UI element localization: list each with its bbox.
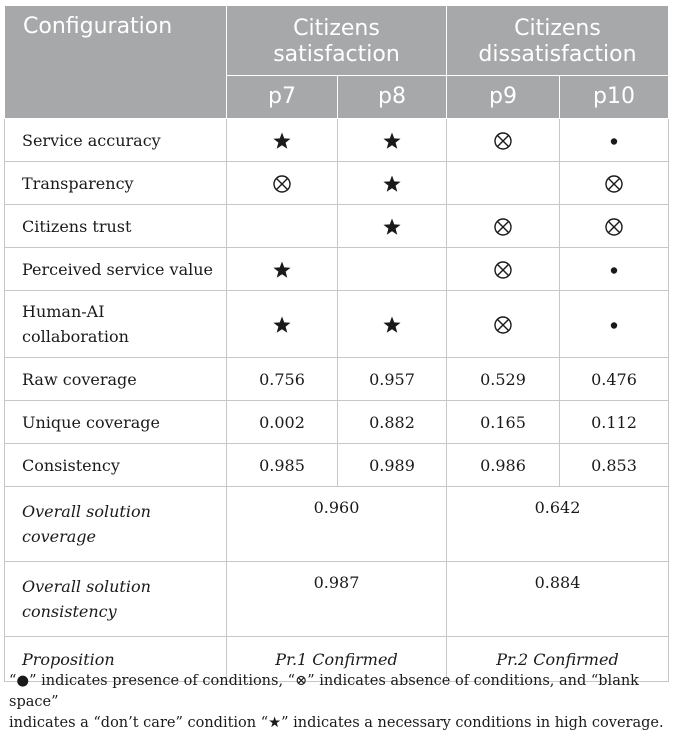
condition-cell [338, 291, 447, 358]
circled-x-icon [493, 131, 513, 151]
condition-cell [338, 119, 447, 162]
row-label: Transparency [5, 162, 227, 205]
dot-icon [604, 260, 624, 280]
star-icon [382, 315, 402, 335]
condition-cell [560, 248, 669, 291]
table-row [5, 162, 669, 205]
footnote-line-2: indicates a “don’t care” condition “★” indicates a necessary conditions in high coverage. [9, 715, 664, 731]
metric-value: 0.165 [447, 401, 560, 444]
overall-consistency-label: Overall solution consistency [5, 562, 227, 637]
row-label: Perceived service value [5, 248, 227, 291]
header-p8: p8 [338, 76, 447, 119]
table-row [5, 444, 669, 487]
condition-cell [227, 119, 338, 162]
table-row [5, 205, 669, 248]
condition-cell [338, 205, 447, 248]
star-icon [382, 174, 402, 194]
metric-label: Raw coverage [5, 358, 227, 401]
metric-value: 0.529 [447, 358, 560, 401]
overall-coverage-label: Overall solution coverage [5, 487, 227, 562]
condition-cell [338, 248, 447, 291]
star-icon [272, 131, 292, 151]
table-row [5, 487, 669, 562]
star-icon [382, 217, 402, 237]
table-row [5, 248, 669, 291]
circled-x-icon [604, 174, 624, 194]
metric-value: 0.882 [338, 401, 447, 444]
dot-icon [604, 315, 624, 335]
condition-cell [447, 119, 560, 162]
metric-value: 0.853 [560, 444, 669, 487]
star-icon [382, 131, 402, 151]
table-row [5, 119, 669, 162]
dot-icon [604, 131, 624, 151]
circled-x-icon [493, 260, 513, 280]
metric-value: 0.989 [338, 444, 447, 487]
configuration-table [4, 5, 669, 682]
overall-consistency-satisfaction: 0.987 [227, 562, 447, 637]
row-label: Citizens trust [5, 205, 227, 248]
condition-cell [560, 119, 669, 162]
metric-value: 0.756 [227, 358, 338, 401]
metric-value: 0.112 [560, 401, 669, 444]
condition-cell [447, 291, 560, 358]
circled-x-icon [493, 217, 513, 237]
circled-x-icon [493, 315, 513, 335]
header-configuration: Configuration [5, 6, 227, 119]
header-citizens-satisfaction: Citizens satisfaction [227, 6, 447, 76]
condition-cell [447, 162, 560, 205]
metric-value: 0.002 [227, 401, 338, 444]
table-footnote [9, 671, 669, 734]
header-citizens-dissatisfaction: Citizens dissatisfaction [447, 6, 669, 76]
row-label: Human-AI collaboration [5, 291, 227, 358]
metric-value: 0.957 [338, 358, 447, 401]
metric-label: Consistency [5, 444, 227, 487]
star-icon [272, 260, 292, 280]
condition-cell [560, 162, 669, 205]
star-icon [272, 315, 292, 335]
table-row [5, 562, 669, 637]
metric-value: 0.476 [560, 358, 669, 401]
header-p7: p7 [227, 76, 338, 119]
condition-cell [447, 205, 560, 248]
table-row [5, 358, 669, 401]
proposition-dissatisfaction: Pr.2 Confirmed [447, 637, 669, 682]
metric-value: 0.986 [447, 444, 560, 487]
table-row [5, 291, 669, 358]
footnote-line-1: “●” indicates presence of conditions, “⊗” indicates absence of conditions, and “blank space” [9, 673, 639, 710]
condition-cell [338, 162, 447, 205]
condition-cell [560, 291, 669, 358]
table-row [5, 401, 669, 444]
results-table-container [4, 5, 668, 682]
header-p9: p9 [447, 76, 560, 119]
overall-coverage-satisfaction: 0.960 [227, 487, 447, 562]
header-p10: p10 [560, 76, 669, 119]
row-label: Service accuracy [5, 119, 227, 162]
condition-cell [227, 248, 338, 291]
condition-cell [227, 205, 338, 248]
circled-x-icon [604, 217, 624, 237]
proposition-satisfaction: Pr.1 Confirmed [227, 637, 447, 682]
condition-cell [447, 248, 560, 291]
condition-cell [227, 291, 338, 358]
overall-consistency-dissatisfaction: 0.884 [447, 562, 669, 637]
circled-x-icon [272, 174, 292, 194]
metric-label: Unique coverage [5, 401, 227, 444]
condition-cell [560, 205, 669, 248]
overall-coverage-dissatisfaction: 0.642 [447, 487, 669, 562]
condition-cell [227, 162, 338, 205]
proposition-label: Proposition [5, 637, 227, 682]
metric-value: 0.985 [227, 444, 338, 487]
